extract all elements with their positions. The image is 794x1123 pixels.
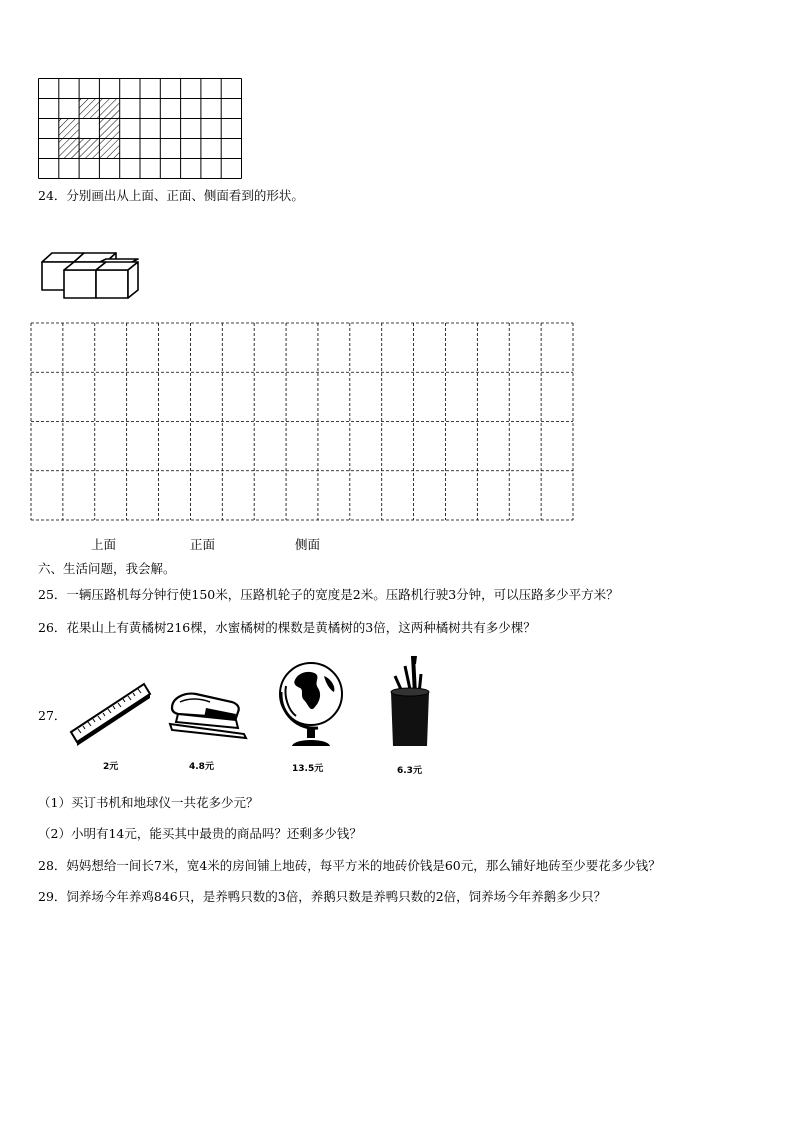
dashed-drawing-grid [30, 322, 575, 522]
question-25: 25．一辆压路机每分钟行使150米，压路机轮子的宽度是2米。压路机行驶3分钟，可以压路多少平方米？ [38, 587, 619, 602]
question-29: 29．饲养场今年养鸡846只，是养鸭只数的3倍，养鹅只数是养鸭只数的2倍，饲养场今年养鹅多少只？ [38, 889, 607, 904]
ruler-icon [68, 678, 152, 746]
question-28: 28．妈妈想给一间长7米，宽4米的房间铺上地砖，每平方米的地砖价钱是60元，那么铺好地砖至少要花多少钱？ [38, 858, 661, 873]
price-stapler: 4.8元 [189, 762, 214, 772]
section-6-title: 六、生活问题，我会解。 [38, 561, 176, 576]
shape-grid [38, 78, 244, 180]
question-27-sub-1: （1）买订书机和地球仪一共花多少元？ [38, 795, 259, 810]
hatched-shape [58, 98, 119, 158]
question-27-sub-2: （2）小明有14元，能买其中最贵的商品吗？还剩多少钱？ [38, 826, 362, 841]
question-26: 26．花果山上有黄橘树216棵，水蜜橘树的棵数是黄橘树的3倍，这两种橘树共有多少棵？ [38, 620, 536, 635]
question-24: 24．分别画出从上面、正面、侧面看到的形状。 [38, 188, 304, 203]
stapler-icon [166, 688, 250, 740]
question-27-number: 27． [38, 708, 67, 723]
label-front-view: 正面 [190, 537, 216, 552]
label-side-view: 侧面 [295, 537, 321, 552]
pen-holder-icon [385, 654, 437, 750]
price-ruler: 2元 [103, 762, 119, 772]
price-globe: 13.5元 [292, 764, 324, 774]
price-pen-holder: 6.3元 [397, 766, 422, 776]
cube-figure [38, 250, 144, 302]
globe-icon [274, 656, 348, 752]
label-top-view: 上面 [91, 537, 117, 552]
